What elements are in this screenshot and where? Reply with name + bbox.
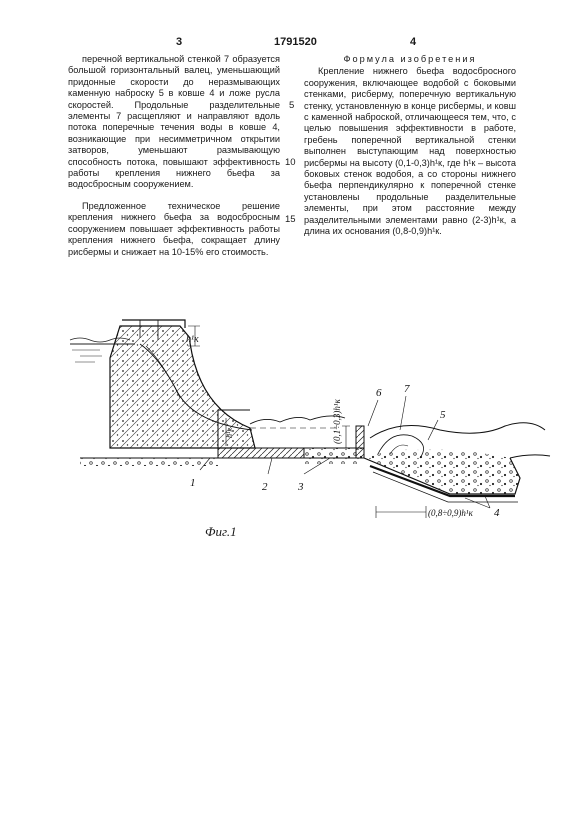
claim-text: Крепление нижнего бьефа водосбросного сооружения, включающее водобой с боковыми стенками, рисберму, поперечную вертикальную стенку, установленную в конце рисбермы, и ковш с каменной наброской, отличающееся тем, что, с целью повышения эффективности в работе, гребень поперечной вертикальной стенки выполнен выступающим над поверхностью рисбермы на высоту (0,1-0,3)h¹к, где h¹к – высота боковых стенок водобоя, а со стороны нижнего бьефа перпендикулярно к поперечной стенке установлены продольные разделительные элементы, при этом расстояние между разделительными элементами равно (2-3)h¹к, а длина их основания (0,8-0,9)h¹к.: [304, 66, 516, 237]
line-number-15: 15: [285, 214, 296, 225]
right-column: [304, 54, 516, 238]
figure-caption: Фиг.1: [205, 524, 237, 539]
line-number-5: 5: [289, 100, 295, 111]
label-5: 5: [440, 409, 446, 421]
claims-title: Формула изобретения: [343, 54, 477, 64]
label-hk-wall: h¹к: [225, 427, 234, 438]
dim-element-length: (0,8÷0,9)h¹к: [428, 508, 473, 518]
label-1: 1: [190, 477, 196, 489]
line-number-10: 10: [285, 157, 296, 168]
left-paragraph-1: перечной вертикальной стенкой 7 образуется большой горизонтальный валец, уменьшающий придонные скорости до неразмывающих каменную наброску 5 в ковше 4 и ложе русла скоростей. Продольные разделительные элементы 7 расщепляют и направляют вдоль потока поперечные течения воды в ковше 4, возникающие при несимметричном открытии затворов, уменьшают размывающую способность потока, повышают эффективность работы крепления нижнего бьефа за водосбросным сооружением.: [68, 54, 280, 190]
label-7: 7: [404, 383, 410, 395]
left-column: [68, 54, 280, 258]
label-2: 2: [262, 481, 268, 493]
label-4: 4: [494, 507, 500, 519]
left-paragraph-2: Предложенное техническое решение крепления нижнего бьефа за водосбросным сооружением повышает эффективность работы крепления нижнего бьефа, сокращает длину рисбермы и снижает на 10-15% его стоимость.: [68, 200, 280, 257]
page-number-right: 4: [410, 36, 417, 48]
dim-wall-height: (0,1÷0,3)h¹к: [332, 399, 342, 444]
label-6: 6: [376, 387, 382, 399]
figure-1: [40, 298, 560, 548]
label-hk-crest: h¹к: [186, 334, 199, 345]
patent-number: 1791520: [274, 36, 317, 48]
figure-drawing: [40, 298, 560, 548]
page-number-left: 3: [176, 36, 183, 48]
label-3: 3: [298, 481, 304, 493]
